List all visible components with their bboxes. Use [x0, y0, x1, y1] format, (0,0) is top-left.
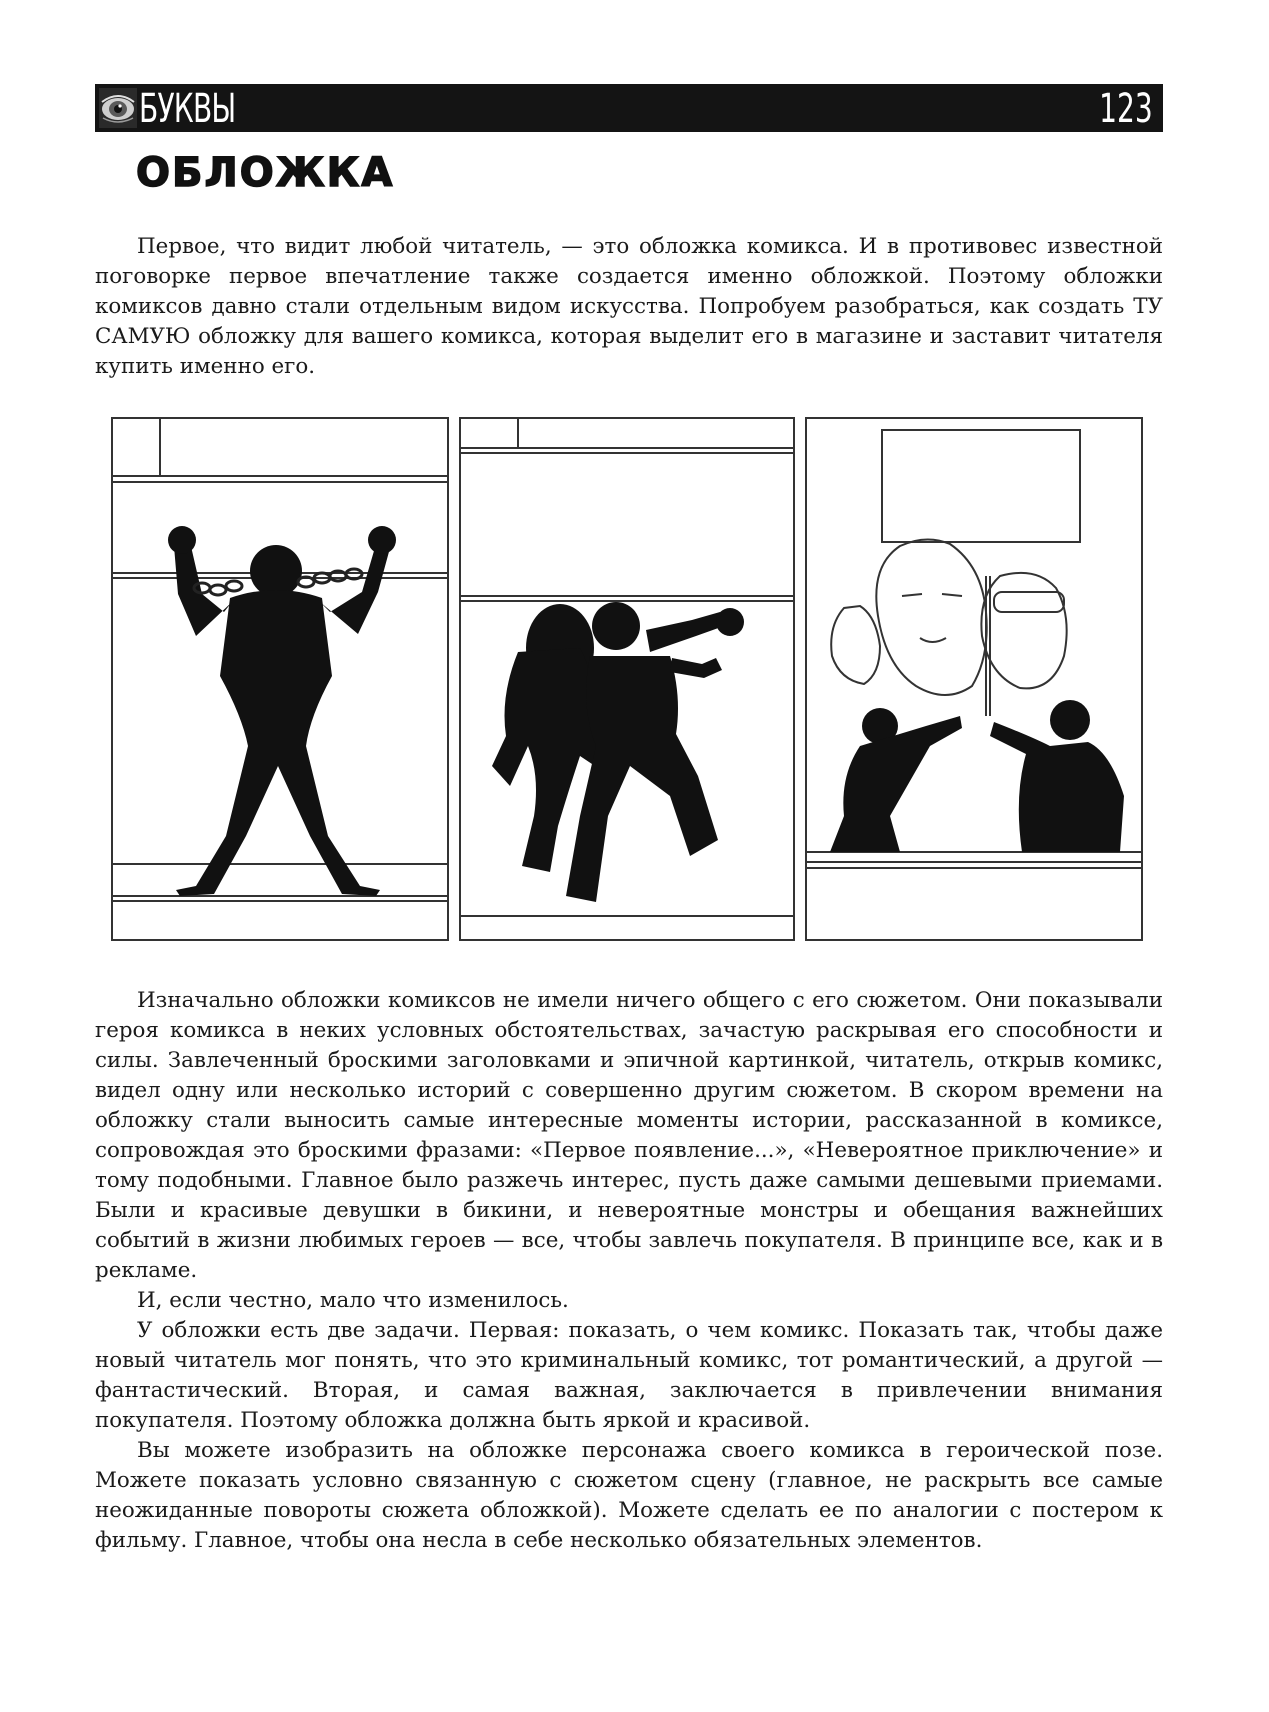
paragraph: У обложки есть две задачи. Первая: показать, о чем комикс. Показать так, чтобы даже новый читатель мог понять, что это криминальный комикс, тот романтический, а другой — фантастический. Вторая, и самая важная, заключается в привлечении внимания покупателя. Поэтому обложка должна быть яркой и красивой. — [95, 1318, 1163, 1433]
eye-emblem-icon — [99, 88, 137, 128]
running-header — [95, 84, 1163, 132]
two-fighters-silhouette — [492, 602, 744, 902]
page-number: 123 — [1099, 86, 1153, 132]
heroes-poster-composition — [831, 539, 1066, 716]
page-title: ОБЛОЖКА — [136, 150, 395, 196]
chain-breaking-hero-silhouette — [168, 526, 396, 896]
paragraph: Первое, что видит любой читатель, — это обложка комикса. И в противовес известной поговорке первое впечатление также создается именно обложкой. Поэтому обложки комиксов давно стали отдельным видом искусства. Попробуем разобраться, как создать ТУ САМУЮ обложку для вашего комикса, которая выделит его в магазине и заставит читателя купить именно его. — [95, 234, 1163, 379]
paragraph: Изначально обложки комиксов не имели ничего общего с его сюжетом. Они показывали героя комикса в неких условных обстоятельствах, зачастую раскрывая его способности и силы. Завлеченный броскими заголовками и эпичной картинкой, читатель, открыв комикс, видел одну или несколько историй с совершенно другим сюжетом. В скором времени на обложку стали выносить самые интересные моменты истории, рассказанной в комиксе, сопровождая это броскими фразами: «Первое появление...», «Невероятное приключение» и тому подобными. Главное было разжечь интерес, пусть даже самыми дешевыми приемами. Были и красивые девушки в бикини, и невероятные монстры и обещания важнейших событий в жизни любимых героев — все, чтобы завлечь покупателя. В принципе все, как и в рекламе. — [95, 988, 1163, 1283]
section-label: БУКВЫ — [139, 86, 236, 132]
paragraph: Вы можете изобразить на обложке персонажа своего комикса в героической позе. Можете показать условно связанную с сюжетом сцену (главное, не раскрыть все самые неожиданные повороты сюжета обложкой). Можете сделать ее по аналогии с постером к фильму. Главное, чтобы она несла в себе несколько обязательных элементов. — [95, 1438, 1163, 1553]
paragraph: И, если честно, мало что изменилось. — [137, 1288, 569, 1313]
body-text — [95, 986, 1163, 1556]
intro-text — [95, 232, 1163, 382]
cover-layout-illustration — [110, 416, 1156, 944]
